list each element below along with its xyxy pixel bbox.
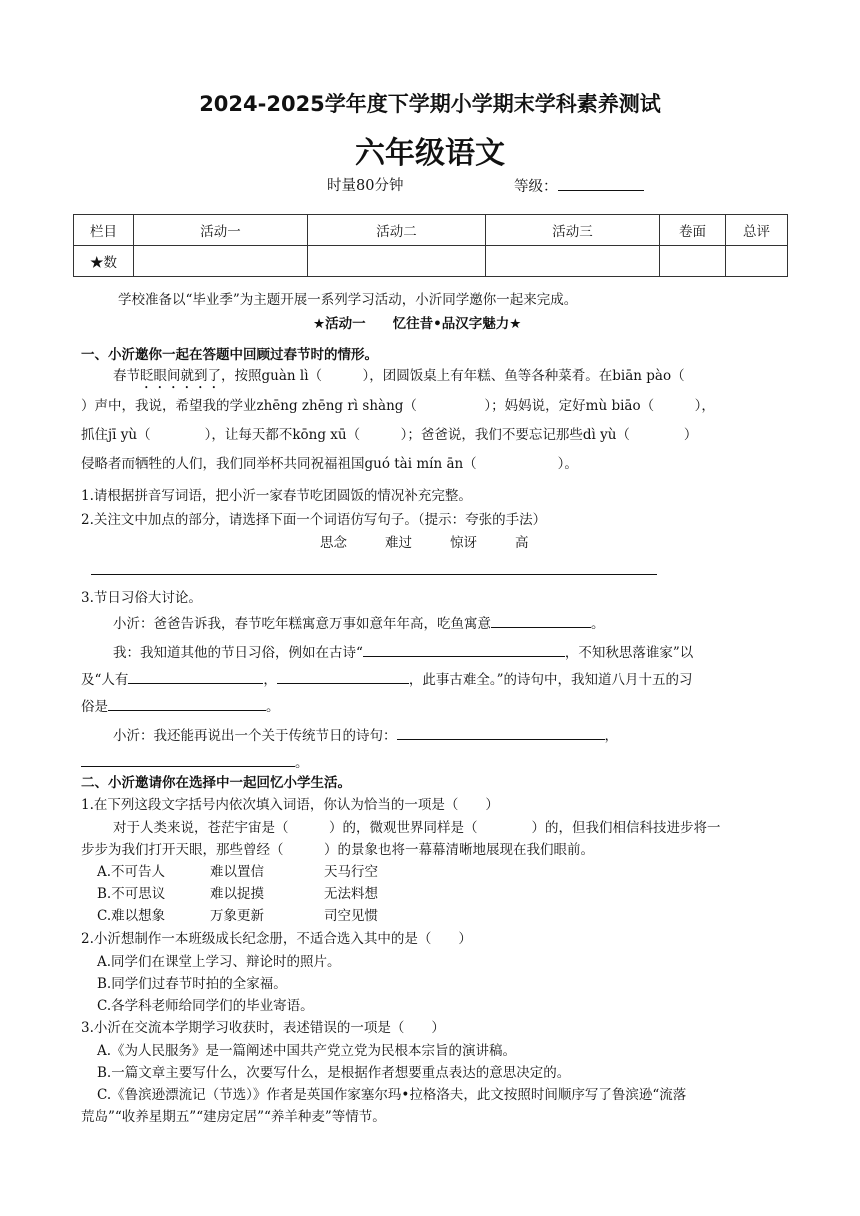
option-a[interactable]: A.《为人民服务》是一篇阐述中国共产党立党为民根本宗旨的演讲稿。 (97, 1043, 517, 1059)
table-row-label: ★数 (74, 246, 134, 277)
score-cell[interactable] (134, 246, 308, 277)
option-c-continued: 荒岛”“收养星期五”“建房定居”“养羊种麦”等情节。 (81, 1109, 386, 1125)
intro-text: 学校准备以“毕业季”为主题开展一系列学习活动，小沂同学邀你一起来完成。 (118, 292, 578, 308)
score-cell[interactable] (660, 246, 726, 277)
answer-blank[interactable] (397, 725, 605, 740)
table-header-cell: 活动一 (134, 215, 308, 246)
time-limit: 时量80分钟 (327, 178, 404, 194)
answer-blank[interactable] (108, 696, 266, 711)
option-b[interactable]: B.一篇文章主要写什么，次要写什么，是根据作者想要重点表达的意思决定的。 (97, 1065, 571, 1081)
activity-one-heading: ★活动一 忆往昔•品汉字魅力★ (313, 316, 522, 332)
option-a[interactable]: A.不可告人 难以置信 天马行空 (97, 864, 378, 880)
section-one-heading: 一、小沂邀你一起在答题中回顾过春节时的情形。 (81, 347, 378, 363)
table-header-cell: 栏目 (74, 215, 134, 246)
grade-label: 等级： (514, 176, 644, 197)
table-header-cell: 活动三 (486, 215, 660, 246)
score-cell[interactable] (726, 246, 788, 277)
passage-line-4: 侵略者而牺牲的人们，我们同举杯共同祝福祖国guó tài mín ān（ ）。 (81, 456, 578, 472)
dialogue-line-5: 小沂：我还能再说出一个关于传统节日的诗句： ， (113, 725, 618, 746)
answer-blank[interactable] (363, 642, 565, 657)
option-b[interactable]: B.不可思议 难以捉摸 无法料想 (97, 886, 378, 902)
answer-blank[interactable] (491, 613, 591, 628)
question-2-1: 1.在下列这段文字括号内依次填入词语，你认为恰当的一项是（ ） (81, 797, 499, 813)
table-header-cell: 活动二 (308, 215, 486, 246)
table-header-cell: 卷面 (660, 215, 726, 246)
question-2-2: 2.小沂想制作一本班级成长纪念册，不适合选入其中的是（ ） (81, 931, 472, 947)
answer-line[interactable] (91, 574, 657, 575)
table-header-cell: 总评 (726, 215, 788, 246)
passage-line-2: ）声中，我说，希望我的学业zhēng zhēng rì shàng（ ）；妈妈说，定好mù biāo（ ）， (81, 398, 715, 414)
question-2-1-text-1: 对于人类来说，苍茫宇宙是（ ）的，微观世界同样是（ ）的，但我们相信科技进步将一 (113, 820, 721, 836)
word-choices (320, 533, 567, 553)
question-1-3: 3.节日习俗大讨论。 (81, 590, 202, 606)
passage-line-3: 抓住jī yù（ ），让每天都不kōng xū（ ）；爸爸说，我们不要忘记那些dì yù（ ） (81, 427, 698, 443)
emphasized-phrase: 眨眼间就到了 (140, 368, 221, 384)
answer-blank[interactable] (128, 669, 263, 684)
option-c[interactable]: C.各学科老师给同学们的毕业寄语。 (97, 998, 314, 1014)
word-choice: 思念 (320, 535, 347, 551)
question-2-3: 3.小沂在交流本学期学习收获时，表述错误的一项是（ ） (81, 1020, 445, 1036)
word-choice: 惊讶 (450, 535, 477, 551)
exam-title: 2024-2025学年度下学期小学期末学科素养测试 (199, 92, 661, 116)
grade-blank[interactable] (558, 176, 644, 191)
score-cell[interactable] (308, 246, 486, 277)
option-c[interactable]: C.《鲁滨逊漂流记（节选）》作者是英国作家塞尔玛•拉格洛夫，此文按照时间顺序写了鲁滨逊“流落 (97, 1087, 687, 1103)
option-a[interactable]: A.同学们在课堂上学习、辩论时的照片。 (97, 954, 341, 970)
score-table (73, 214, 788, 277)
question-1-1: 1.请根据拼音写词语，把小沂一家春节吃团圆饭的情况补充完整。 (81, 488, 472, 504)
dialogue-line-3: 及“人有 ， ，此事古难全。”的诗句中，我知道八月十五的习 (81, 669, 693, 690)
dialogue-line-2: 我：我知道其他的节日习俗，例如在古诗“ ，不知秋思落谁家”以 (113, 642, 693, 663)
dialogue-line-1: 小沂：爸爸告诉我，春节吃年糕寓意万事如意年年高，吃鱼寓意 。 (113, 613, 605, 634)
word-choice: 难过 (385, 535, 412, 551)
question-2-1-text-2: 步步为我们打开天眼，那些曾经（ ）的景象也将一幕幕清晰地展现在我们眼前。 (81, 842, 594, 858)
passage-line-1: 春节眨眼间就到了，按照guàn lì（ ），团圆饭桌上有年糕、鱼等各种菜肴。在biān pào（ (113, 368, 685, 384)
option-b[interactable]: B.同学们过春节时拍的全家福。 (97, 976, 287, 992)
score-table-header-row (74, 215, 788, 246)
answer-blank[interactable] (81, 752, 295, 767)
score-cell[interactable] (486, 246, 660, 277)
dialogue-line-6: 。 (81, 752, 309, 773)
answer-blank[interactable] (277, 669, 409, 684)
score-table-row (74, 246, 788, 277)
section-two-heading: 二、小沂邀请你在选择中一起回忆小学生活。 (81, 775, 351, 791)
dialogue-line-4: 俗是 。 (81, 696, 280, 717)
question-1-2: 2.关注文中加点的部分，请选择下面一个词语仿写句子。（提示：夸张的手法） (81, 512, 547, 528)
word-choice: 高 (515, 535, 529, 551)
subject-title: 六年级语文 (355, 136, 505, 171)
option-c[interactable]: C.难以想象 万象更新 司空见惯 (97, 908, 378, 924)
